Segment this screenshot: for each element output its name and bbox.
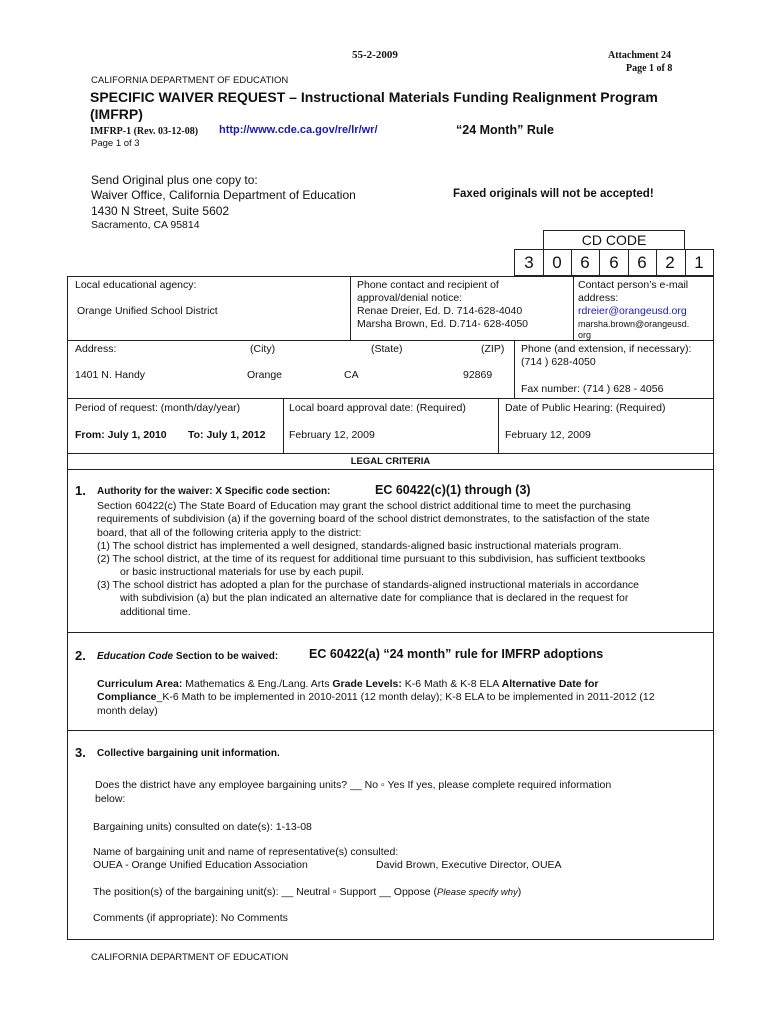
bargaining-units-question: Does the district have any employee bargaining units? __ No ▫ Yes If yes, please complete required information [95, 779, 612, 791]
section3-number: 3. [75, 745, 86, 760]
criteria-item-3-cont: with subdivision (a) but the plan indicated an alternative date for compliance that is declared in the request for [120, 592, 629, 604]
form-id: IMFRP-1 (Rev. 03-12-08) [90, 126, 199, 137]
email-label2: address: [578, 292, 619, 304]
period-to: To: July 1, 2012 [188, 429, 266, 441]
cd-digit: 6 [637, 253, 647, 272]
cd-digit: 6 [580, 253, 590, 272]
representative-label: Name of bargaining unit and name of representative(s) consulted: [93, 846, 399, 858]
section2-code: EC 60422(a) “24 month” rule for IMFRP adoptions [309, 647, 604, 661]
email-link-1[interactable]: rdreier@orangeusd.org [578, 305, 687, 317]
bargaining-units-question-cont: below: [95, 793, 126, 805]
cd-digit: 6 [609, 253, 619, 272]
form-title-line1: SPECIFIC WAIVER REQUEST – Instructional Materials Funding Realignment Program [90, 89, 658, 105]
compliance-line-cont: month delay) [97, 705, 158, 717]
send-line2: Waiver Office, California Department of Education [91, 188, 356, 202]
email-2a: marsha.brown@orangeusd. [578, 319, 690, 329]
section1-para-line: requirements of subdivision (a) if the governing board of the school district demonstrates, to the satisfaction of the state [97, 513, 650, 525]
curriculum-line: Curriculum Area: Mathematics & Eng./Lang. Arts Grade Levels: K-6 Math & K-8 ELA Alternative Date for [97, 678, 599, 690]
city-label: (City) [250, 343, 276, 355]
send-line3: 1430 N Street, Suite 5602 [91, 204, 230, 218]
period-label: Period of request: (month/day/year) [75, 402, 241, 414]
faxed-warning: Faxed originals will not be accepted! [453, 188, 654, 200]
state-label: (State) [371, 343, 403, 355]
section1-number: 1. [75, 483, 86, 498]
fax-number: Fax number: (714 ) 628 - 4056 [521, 383, 664, 395]
consulted-date: Bargaining units) consulted on date(s): 1-13-08 [93, 821, 312, 833]
send-line1: Send Original plus one copy to: [91, 173, 258, 187]
criteria-item-2: (2) The school district, at the time of its request for additional time pursuant to this subdivision, has sufficient textbooks [97, 553, 646, 565]
representative-unit: OUEA - Orange Unified Education Association [93, 859, 308, 871]
cd-digit: 0 [552, 253, 562, 272]
department-header: CALIFORNIA DEPARTMENT OF EDUCATION [91, 75, 289, 86]
section2-label: Education Code Section to be waived: [97, 651, 279, 662]
hearing-value: February 12, 2009 [505, 429, 591, 441]
form-page-label: Page 1 of 3 [91, 138, 140, 149]
board-approval-value: February 12, 2009 [289, 429, 375, 441]
bargaining-position: The position(s) of the bargaining unit(s): __ Neutral ▫ Support __ Oppose (Please specify why) [93, 886, 522, 898]
zip-label: (ZIP) [481, 343, 505, 355]
cd-digit: 1 [694, 253, 704, 272]
compliance-line: Compliance_K-6 Math to be implemented in 2010-2011 (12 month delay); K-8 ELA to be implemented in 2011-2012 (12 [97, 691, 655, 703]
section1-code: EC 60422(c)(1) through (3) [375, 483, 531, 497]
city-value: Orange [247, 369, 283, 381]
criteria-item-2-cont: or basic instructional materials for use by each pupil. [120, 566, 364, 578]
footer-department: CALIFORNIA DEPARTMENT OF EDUCATION [91, 952, 289, 963]
cd-code-label: CD CODE [581, 232, 647, 248]
attachment-label: Attachment 24 [608, 50, 672, 61]
section2-number: 2. [75, 648, 86, 663]
section1-para-line: Section 60422(c) The State Board of Education may grant the school district additional time to meet the purchasing [97, 500, 631, 512]
email-label1: Contact person’s e-mail [578, 279, 689, 291]
cd-digit: 2 [665, 253, 675, 272]
rule-label: “24 Month” Rule [456, 123, 554, 137]
phone-contact-line2: Marsha Brown, Ed. D.714- 628-4050 [357, 318, 529, 330]
zip-value: 92869 [463, 369, 493, 381]
section1-label: Authority for the waiver: X Specific code section: [97, 486, 331, 497]
criteria-item-3-cont: additional time. [120, 606, 191, 618]
form-title-line2: (IMFRP) [90, 106, 143, 122]
phone-contact-label1: Phone contact and recipient of [357, 279, 499, 291]
criteria-item-3: (3) The school district has adopted a plan for the purchase of standards-aligned instructional materials in accordance [97, 579, 640, 591]
section1-para-line: board, that all of the following criteria apply to the district: [97, 527, 362, 539]
send-line4: Sacramento, CA 95814 [91, 219, 200, 231]
phone-ext-value: (714 ) 628-4050 [521, 356, 596, 368]
hearing-label: Date of Public Hearing: (Required) [505, 402, 666, 414]
criteria-item-1: (1) The school district has implemented a well designed, standards-aligned basic instructional materials program. [97, 540, 622, 552]
phone-ext-label: Phone (and extension, if necessary): [521, 343, 692, 355]
legal-criteria-heading: LEGAL CRITERIA [350, 456, 431, 467]
email-2b: org [578, 330, 592, 340]
period-from: From: July 1, 2010 [75, 429, 167, 441]
cd-digit: 3 [524, 253, 534, 272]
lea-label: Local educational agency: [75, 279, 197, 291]
phone-contact-line1: Renae Dreier, Ed. D. 714-628-4040 [357, 305, 523, 317]
document-date: 55-2-2009 [352, 49, 398, 61]
section3-label: Collective bargaining unit information. [97, 748, 280, 759]
street-value: 1401 N. Handy [75, 369, 146, 381]
waiver-url-link[interactable]: http://www.cde.ca.gov/re/lr/wr/ [219, 124, 378, 136]
state-value: CA [344, 369, 359, 381]
comments: Comments (if appropriate): No Comments [93, 912, 288, 924]
representative-name: David Brown, Executive Director, OUEA [376, 859, 562, 871]
lea-value: Orange Unified School District [77, 305, 218, 317]
address-label: Address: [75, 343, 117, 355]
page-of-label: Page 1 of 8 [626, 63, 673, 74]
board-approval-label: Local board approval date: (Required) [289, 402, 466, 414]
phone-contact-label2: approval/denial notice: [357, 292, 463, 304]
